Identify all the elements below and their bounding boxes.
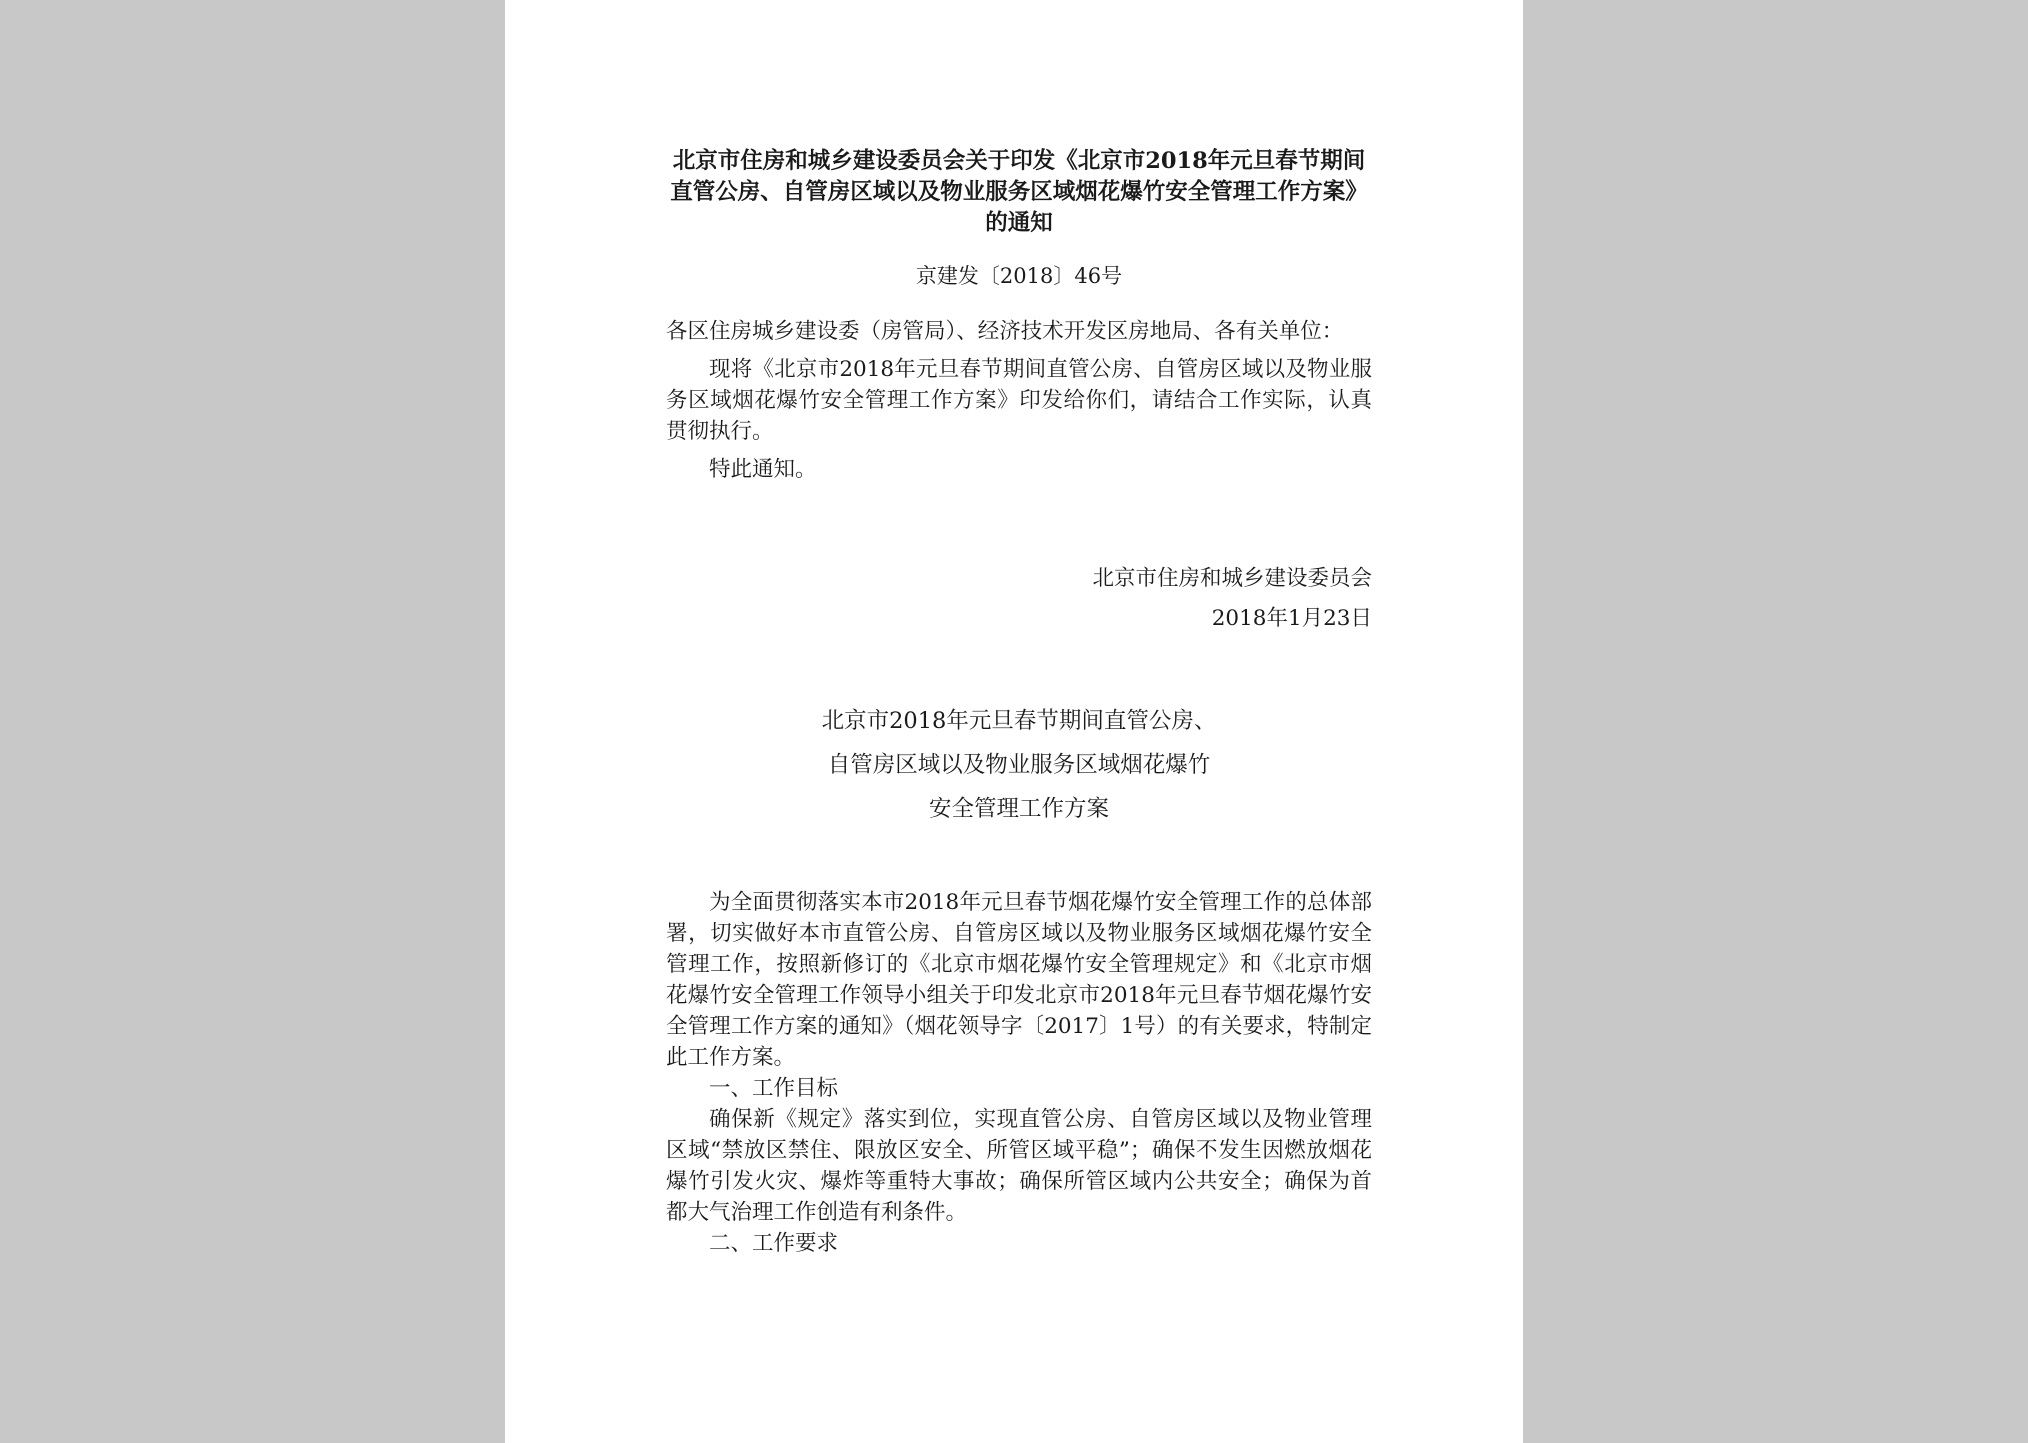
section-heading: 二、工作要求 <box>709 1231 839 1256</box>
plan-title-line: 北京市2018年元旦春节期间直管公房、 <box>821 708 1217 734</box>
document-page <box>505 0 1523 1443</box>
plan-body <box>666 887 1372 1259</box>
section-body: 确保新《规定》落实到位，实现直管公房、自管房区域以及物业管理区域“禁放区禁住、限放区安全、所管区域平稳”；确保不发生因燃放烟花爆竹引发火灾、爆炸等重特大事故；确保所管区域内公共安全；确保为首都大气治理工作创造有利条件。 <box>666 1107 1372 1225</box>
plan-title-line: 安全管理工作方案 <box>928 796 1109 822</box>
notice-closing: 特此通知。 <box>709 457 817 482</box>
signature-block <box>666 559 1372 639</box>
page-content <box>666 146 1372 1259</box>
plan-title-line: 自管房区域以及物业服务区域烟花爆竹 <box>827 752 1211 778</box>
plan-intro: 为全面贯彻落实本市2018年元旦春节烟花爆竹安全管理工作的总体部署，切实做好本市直管公房、自管房区域以及物业服务区域烟花爆竹安全管理工作，按照新修订的《北京市烟花爆竹安全管理规定》和《北京市烟花爆竹安全管理工作领导小组关于印发北京市2018年元旦春节烟花爆竹安全管理工作方案的通知》（烟花领导字〔2017〕1号）的有关要求，特制定此工作方案。 <box>666 890 1372 1070</box>
addressee: 各区住房城乡建设委（房管局）、经济技术开发区房地局、各有关单位： <box>666 319 1344 344</box>
issuer-signature: 北京市住房和城乡建设委员会 <box>1092 566 1372 591</box>
document-number: 京建发〔2018〕46号 <box>915 264 1123 288</box>
notice-body: 现将《北京市2018年元旦春节期间直管公房、自管房区域以及物业服务区域烟花爆竹安全管理工作方案》印发给你们，请结合工作实际，认真贯彻执行。 <box>666 357 1372 444</box>
notice-title: 北京市住房和城乡建设委员会关于印发《北京市2018年元旦春节期间直管公房、自管房区域以及物业服务区域烟花爆竹安全管理工作方案》的通知 <box>670 148 1368 236</box>
issue-date: 2018年1月23日 <box>1211 606 1372 631</box>
section-heading: 一、工作目标 <box>709 1076 839 1101</box>
plan-title <box>666 699 1372 831</box>
